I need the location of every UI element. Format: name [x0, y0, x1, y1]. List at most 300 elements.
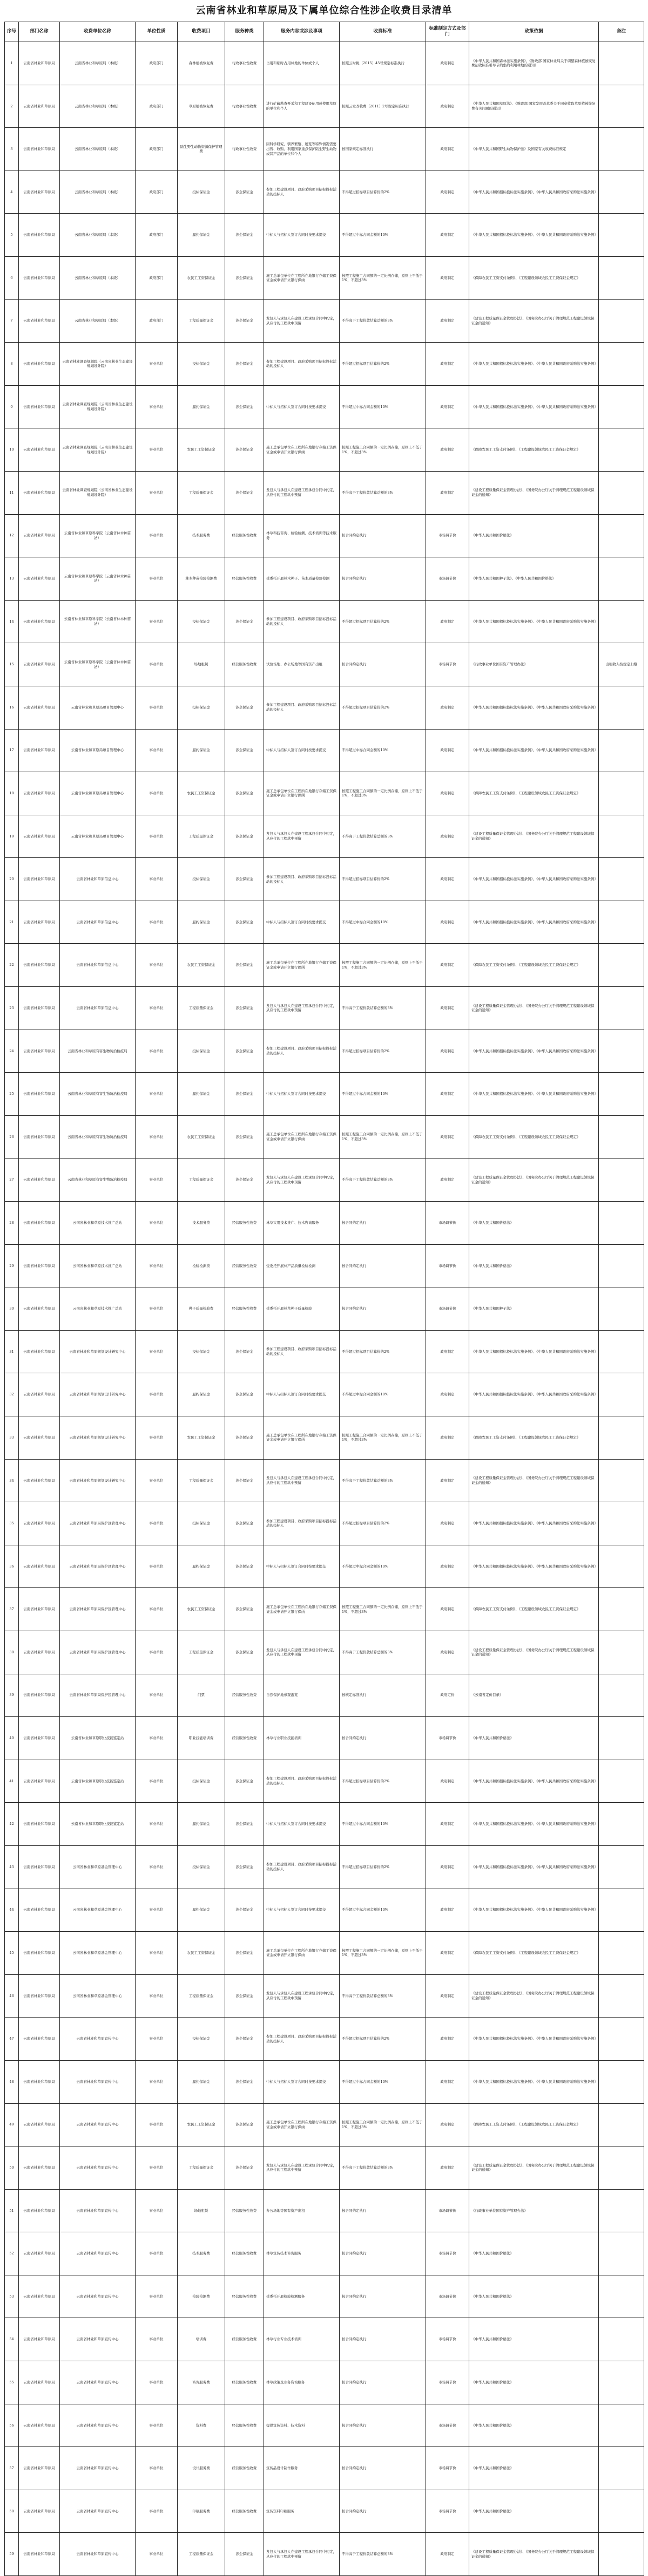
cell-note: [599, 1974, 644, 2018]
cell-unit: 云南省林业和草原局项目管理中心: [60, 772, 136, 815]
cell-no: 31: [5, 1330, 19, 1373]
header-nature: 单位性质: [136, 22, 178, 42]
cell-policy: 《中华人民共和国招标投标法实施条例》、《中华人民共和国政府采购法实施条例》: [469, 1502, 599, 1545]
cell-basis: 政府制定: [426, 944, 469, 987]
cell-item: 陆生野生动物资源保护管理费: [178, 128, 225, 171]
cell-policy: 《建设工程质量保证金管理办法》、《国务院办公厅关于清理规范工程建设领域保证金的通知》: [469, 987, 599, 1030]
cell-standard: 不得超过招标项目估算价的2%: [340, 1030, 426, 1073]
cell-unit: 云南省林业和草原宣传中心: [60, 2189, 136, 2232]
cell-unit: 云南省林业和草原宣传中心: [60, 2146, 136, 2190]
cell-unit: 云南省林业和草原局（本级）: [60, 128, 136, 171]
cell-dept: 云南省林业和草原局: [19, 128, 60, 171]
cell-no: 11: [5, 471, 19, 514]
cell-basis: 政府制定: [426, 1459, 469, 1502]
cell-no: 45: [5, 1932, 19, 1975]
cell-policy: 《中华人民共和国招标投标法实施条例》、《中华人民共和国政府采购法实施条例》: [469, 343, 599, 386]
cell-kind: 涉企保证金: [225, 1158, 264, 1202]
cell-dept: 云南省林业和草原局: [19, 1202, 60, 1245]
cell-policy: 《保障农民工工资支付条例》、《工程建设领域农民工工资保证金规定》: [469, 1932, 599, 1975]
table-row: [5, 1717, 644, 1760]
cell-unit: 云南省林业和草原有害生物防治检疫局: [60, 1158, 136, 1202]
cell-basis: 政府制定: [426, 1330, 469, 1373]
cell-content: 施工总承包单位在工程所在地银行存储工资保证金或申请开立银行保函: [264, 1115, 340, 1158]
cell-basis: 政府制定: [426, 428, 469, 472]
cell-note: [599, 2404, 644, 2447]
cell-kind: 经营服务性收费: [225, 1674, 264, 1717]
cell-note: [599, 858, 644, 901]
cell-unit: 云南省林业和草原宣传中心: [60, 2404, 136, 2447]
cell-note: [599, 1416, 644, 1460]
cell-policy: 《保障农民工工资支付条例》、《工程建设领域农民工工资保证金规定》: [469, 1416, 599, 1460]
cell-standard: 按照工程施工合同额的一定比例存储，原则上不低于1%，不超过3%: [340, 1932, 426, 1975]
cell-unit: 云南省林业调查规划院（云南省林业生态建设规划设计院）: [60, 428, 136, 472]
cell-policy: 《中华人民共和国招标投标法实施条例》、《中华人民共和国政府采购法实施条例》: [469, 214, 599, 257]
cell-dept: 云南省林业和草原局: [19, 1330, 60, 1373]
table-row: [5, 901, 644, 944]
cell-kind: 涉企保证金: [225, 428, 264, 472]
cell-standard: 按合同约定执行: [340, 2318, 426, 2361]
cell-unit: 云南省林业和草原科学院（云南省林木种苗站）: [60, 643, 136, 686]
cell-note: [599, 2361, 644, 2404]
table-row: [5, 944, 644, 987]
cell-unit: 云南省林业和草原基金管理中心: [60, 1974, 136, 2018]
table-row: [5, 214, 644, 257]
cell-no: 9: [5, 385, 19, 428]
cell-no: 30: [5, 1287, 19, 1331]
cell-no: 6: [5, 256, 19, 299]
cell-policy: 《中华人民共和国招标投标法实施条例》、《中华人民共和国政府采购法实施条例》: [469, 600, 599, 643]
cell-no: 59: [5, 2533, 19, 2576]
cell-kind: 涉企保证金: [225, 1845, 264, 1889]
cell-content: 施工总承包单位在工程所在地银行存储工资保证金或申请开立银行保函: [264, 256, 340, 299]
table-row: [5, 1588, 644, 1631]
cell-no: 44: [5, 1889, 19, 1932]
cell-kind: 涉企保证金: [225, 1330, 264, 1373]
cell-note: [599, 1330, 644, 1373]
cell-unit: 云南省林业和草原局项目管理中心: [60, 686, 136, 729]
cell-dept: 云南省林业和草原局: [19, 171, 60, 214]
cell-note: [599, 686, 644, 729]
cell-item: 履约保证金: [178, 901, 225, 944]
cell-unit: 云南省林业和草原技术推广总站: [60, 1287, 136, 1331]
table-row: [5, 1845, 644, 1889]
cell-dept: 云南省林业和草原局: [19, 772, 60, 815]
header-basis: 标准制定方式及部门: [426, 22, 469, 42]
cell-kind: 涉企保证金: [225, 1932, 264, 1975]
cell-policy: 《中华人民共和国种子法》、《中华人民共和国价格法》: [469, 557, 599, 601]
cell-note: [599, 772, 644, 815]
cell-note: [599, 2533, 644, 2576]
cell-basis: 政府制定: [426, 901, 469, 944]
cell-policy: 《中华人民共和国草原法》、《财政部 国家发展改革委关于同意收取草原植被恢复费有关问题的通知》: [469, 85, 599, 128]
cell-nature: 事业单位: [136, 815, 178, 858]
cell-kind: 经营服务性收费: [225, 2404, 264, 2447]
cell-dept: 云南省林业和草原局: [19, 944, 60, 987]
cell-policy: 《中华人民共和国价格法》: [469, 2490, 599, 2533]
cell-basis: 政府制定: [426, 471, 469, 514]
cell-basis: 市场调节价: [426, 2189, 469, 2232]
cell-kind: 涉企保证金: [225, 2146, 264, 2190]
cell-standard: 按合同约定执行: [340, 2447, 426, 2490]
document-page: [4, 0, 644, 2576]
cell-policy: 《保障农民工工资支付条例》、《工程建设领域农民工工资保证金规定》: [469, 256, 599, 299]
cell-kind: 涉企保证金: [225, 729, 264, 772]
cell-kind: 涉企保证金: [225, 1803, 264, 1846]
cell-kind: 涉企保证金: [225, 600, 264, 643]
cell-nature: 事业单位: [136, 1545, 178, 1588]
cell-unit: 云南省林业和草原规划设计研究中心: [60, 1373, 136, 1416]
cell-kind: 涉企保证金: [225, 1459, 264, 1502]
cell-dept: 云南省林业和草原局: [19, 214, 60, 257]
cell-nature: 事业单位: [136, 1030, 178, 1073]
cell-policy: 《中华人民共和国招标投标法实施条例》、《中华人民共和国政府采购法实施条例》: [469, 2018, 599, 2061]
cell-nature: 政府部门: [136, 128, 178, 171]
table-row: [5, 1158, 644, 1202]
cell-dept: 云南省林业和草原局: [19, 2060, 60, 2103]
cell-unit: 云南省林业和草原局保护区管理中心: [60, 1545, 136, 1588]
cell-item: 投标保证金: [178, 858, 225, 901]
cell-no: 16: [5, 686, 19, 729]
header-unit: 收费单位名称: [60, 22, 136, 42]
cell-kind: 经营服务性收费: [225, 1244, 264, 1287]
cell-policy: 《中华人民共和国招标投标法实施条例》、《中华人民共和国政府采购法实施条例》: [469, 858, 599, 901]
cell-note: [599, 42, 644, 85]
table-row: [5, 2447, 644, 2490]
cell-policy: 《中华人民共和国价格法》: [469, 2232, 599, 2275]
cell-basis: 市场调节价: [426, 2232, 469, 2275]
table-row: [5, 343, 644, 386]
table-row: [5, 2490, 644, 2533]
cell-kind: 经营服务性收费: [225, 2447, 264, 2490]
cell-policy: 《中华人民共和国招标投标法实施条例》、《中华人民共和国政府采购法实施条例》: [469, 1373, 599, 1416]
cell-nature: 事业单位: [136, 1803, 178, 1846]
cell-dept: 云南省林业和草原局: [19, 1760, 60, 1803]
document-title: 云南省林业和草原局及下属单位综合性涉企收费目录清单: [195, 5, 453, 16]
cell-policy: 《中华人民共和国招标投标法实施条例》、《中华人民共和国政府采购法实施条例》: [469, 1760, 599, 1803]
cell-dept: 云南省林业和草原局: [19, 1373, 60, 1416]
cell-no: 25: [5, 1073, 19, 1116]
cell-policy: 《建设工程质量保证金管理办法》、《国务院办公厅关于清理规范工程建设领域保证金的通知》: [469, 1158, 599, 1202]
cell-policy: 《保障农民工工资支付条例》、《工程建设领域农民工工资保证金规定》: [469, 428, 599, 472]
cell-item: 农民工工资保证金: [178, 1115, 225, 1158]
table-row: [5, 2018, 644, 2061]
cell-unit: 云南省林业和草原职业技能鉴定站: [60, 1803, 136, 1846]
cell-standard: 按照云发改收费〔2011〕2号规定标准执行: [340, 85, 426, 128]
cell-content: 进行矿藏勘查开采和工程建设征用或使用草原的单位和个人: [264, 85, 340, 128]
table-row: [5, 171, 644, 214]
cell-content: 中标人与招标人签订合同时按要求提交: [264, 901, 340, 944]
cell-nature: 事业单位: [136, 2146, 178, 2190]
cell-no: 17: [5, 729, 19, 772]
cell-nature: 事业单位: [136, 2103, 178, 2146]
cell-basis: 政府制定: [426, 128, 469, 171]
cell-content: 施工总承包单位在工程所在地银行存储工资保证金或申请开立银行保函: [264, 428, 340, 472]
cell-kind: 涉企保证金: [225, 772, 264, 815]
cell-note: [599, 2490, 644, 2533]
cell-note: [599, 214, 644, 257]
cell-standard: 按合同约定执行: [340, 1717, 426, 1760]
cell-content: 参加工程建设项目、政府采购项目招标投标活动的投标人: [264, 1330, 340, 1373]
cell-nature: 事业单位: [136, 2060, 178, 2103]
cell-note: [599, 171, 644, 214]
cell-nature: 政府部门: [136, 85, 178, 128]
cell-item: 投标保证金: [178, 343, 225, 386]
cell-nature: 事业单位: [136, 1760, 178, 1803]
cell-content: 施工总承包单位在工程所在地银行存储工资保证金或申请开立银行保函: [264, 1588, 340, 1631]
cell-basis: 政府制定: [426, 1115, 469, 1158]
cell-standard: 按照工程施工合同额的一定比例存储，原则上不低于1%，不超过3%: [340, 1416, 426, 1460]
cell-unit: 云南省林业和草原局项目管理中心: [60, 815, 136, 858]
table-row: [5, 1974, 644, 2018]
cell-content: 林草政策及业务咨询服务: [264, 2361, 340, 2404]
cell-item: 林木种苗检验检测费: [178, 557, 225, 601]
cell-standard: 不得超过中标合同金额的10%: [340, 1073, 426, 1116]
cell-dept: 云南省林业和草原局: [19, 1588, 60, 1631]
cell-policy: 《中华人民共和国招标投标法实施条例》、《中华人民共和国政府采购法实施条例》: [469, 1030, 599, 1073]
cell-dept: 云南省林业和草原局: [19, 2232, 60, 2275]
cell-unit: 云南省林业和草原宣传中心: [60, 2275, 136, 2318]
cell-basis: 市场调节价: [426, 2275, 469, 2318]
cell-no: 13: [5, 557, 19, 601]
cell-content: 中标人与招标人签订合同时按要求提交: [264, 385, 340, 428]
cell-policy: 《中华人民共和国野生动物保护法》及国家有关收费标准规定: [469, 128, 599, 171]
cell-policy: 《中华人民共和国招标投标法实施条例》、《中华人民共和国政府采购法实施条例》: [469, 2060, 599, 2103]
cell-unit: 云南省林业和草原技术推广总站: [60, 1244, 136, 1287]
cell-dept: 云南省林业和草原局: [19, 1073, 60, 1116]
cell-basis: 政府制定: [426, 729, 469, 772]
cell-content: 中标人与招标人签订合同时按要求提交: [264, 1073, 340, 1116]
cell-nature: 事业单位: [136, 1717, 178, 1760]
cell-note: [599, 1287, 644, 1331]
cell-kind: 涉企保证金: [225, 858, 264, 901]
cell-no: 3: [5, 128, 19, 171]
header-note: 备注: [599, 22, 644, 42]
table-row: [5, 858, 644, 901]
cell-no: 53: [5, 2275, 19, 2318]
cell-item: 履约保证金: [178, 1373, 225, 1416]
cell-nature: 事业单位: [136, 1588, 178, 1631]
cell-item: 种子质量检验费: [178, 1287, 225, 1331]
cell-nature: 事业单位: [136, 729, 178, 772]
cell-standard: 按照工程施工合同额的一定比例存储，原则上不低于1%，不超过3%: [340, 772, 426, 815]
cell-nature: 事业单位: [136, 1674, 178, 1717]
cell-note: [599, 1158, 644, 1202]
cell-content: 中标人与招标人签订合同时按要求提交: [264, 2060, 340, 2103]
cell-basis: 政府制定: [426, 686, 469, 729]
cell-no: 52: [5, 2232, 19, 2275]
cell-standard: 不得超过招标项目估算价的2%: [340, 600, 426, 643]
cell-no: 50: [5, 2146, 19, 2190]
cell-policy: 《中华人民共和国招标投标法实施条例》、《中华人民共和国政府采购法实施条例》: [469, 1545, 599, 1588]
cell-no: 7: [5, 299, 19, 343]
cell-no: 23: [5, 987, 19, 1030]
cell-kind: 行政事业性收费: [225, 128, 264, 171]
cell-content: 发包人与承包人在建设工程承包合同中约定，从应付的工程款中预留: [264, 2146, 340, 2190]
cell-kind: 涉企保证金: [225, 2060, 264, 2103]
cell-nature: 事业单位: [136, 2490, 178, 2533]
cell-nature: 事业单位: [136, 1889, 178, 1932]
cell-no: 27: [5, 1158, 19, 1202]
cell-basis: 市场调节价: [426, 1717, 469, 1760]
cell-note: [599, 1502, 644, 1545]
cell-dept: 云南省林业和草原局: [19, 1287, 60, 1331]
cell-item: 农民工工资保证金: [178, 428, 225, 472]
cell-no: 19: [5, 815, 19, 858]
cell-basis: 政府制定: [426, 1373, 469, 1416]
cell-dept: 云南省林业和草原局: [19, 2318, 60, 2361]
cell-note: [599, 1889, 644, 1932]
cell-no: 34: [5, 1459, 19, 1502]
cell-note: [599, 815, 644, 858]
cell-unit: 云南省林业调查规划院（云南省林业生态建设规划设计院）: [60, 343, 136, 386]
cell-note: [599, 2189, 644, 2232]
cell-dept: 云南省林业和草原局: [19, 2533, 60, 2576]
table-row: [5, 686, 644, 729]
cell-basis: 政府制定: [426, 85, 469, 128]
cell-note: [599, 256, 644, 299]
cell-kind: 经营服务性收费: [225, 2189, 264, 2232]
cell-kind: 经营服务性收费: [225, 1287, 264, 1331]
cell-standard: 不得高于工程价款结算总额的3%: [340, 2533, 426, 2576]
cell-no: 2: [5, 85, 19, 128]
cell-standard: 不得超过招标项目估算价的2%: [340, 343, 426, 386]
cell-policy: 《云南省定价目录》: [469, 1674, 599, 1717]
table-row: [5, 2318, 644, 2361]
cell-note: [599, 1717, 644, 1760]
cell-kind: 经营服务性收费: [225, 514, 264, 557]
cell-standard: 不得高于工程价款结算总额的3%: [340, 815, 426, 858]
cell-basis: 政府制定: [426, 42, 469, 85]
cell-basis: 政府制定: [426, 1803, 469, 1846]
cell-nature: 政府部门: [136, 171, 178, 214]
cell-nature: 事业单位: [136, 1073, 178, 1116]
cell-kind: 涉企保证金: [225, 1545, 264, 1588]
cell-basis: 政府制定: [426, 600, 469, 643]
cell-standard: 不得高于工程价款结算总额的3%: [340, 987, 426, 1030]
cell-dept: 云南省林业和草原局: [19, 1803, 60, 1846]
cell-item: 技术服务费: [178, 1202, 225, 1245]
table-row: [5, 514, 644, 557]
cell-nature: 事业单位: [136, 471, 178, 514]
cell-item: 技术服务费: [178, 2232, 225, 2275]
cell-content: 发包人与承包人在建设工程承包合同中约定，从应付的工程款中预留: [264, 299, 340, 343]
cell-dept: 云南省林业和草原局: [19, 1158, 60, 1202]
cell-content: 占用和临时占用林地的单位或个人: [264, 42, 340, 85]
cell-content: 参加工程建设项目、政府采购项目招标投标活动的投标人: [264, 2018, 340, 2061]
cell-no: 51: [5, 2189, 19, 2232]
cell-note: [599, 1202, 644, 1245]
table-row: [5, 729, 644, 772]
cell-policy: 《中华人民共和国价格法》: [469, 2404, 599, 2447]
cell-content: 参加工程建设项目、政府采购项目招标投标活动的投标人: [264, 1030, 340, 1073]
cell-unit: 云南省林业和草原局保护区管理中心: [60, 1674, 136, 1717]
cell-dept: 云南省林业和草原局: [19, 643, 60, 686]
cell-no: 42: [5, 1803, 19, 1846]
table-row: [5, 1803, 644, 1846]
cell-dept: 云南省林业和草原局: [19, 858, 60, 901]
cell-note: [599, 944, 644, 987]
cell-kind: 涉企保证金: [225, 256, 264, 299]
fee-catalog-table: [4, 22, 644, 2576]
cell-kind: 涉企保证金: [225, 214, 264, 257]
cell-content: 发包人与承包人在建设工程承包合同中约定，从应付的工程款中预留: [264, 1158, 340, 1202]
cell-policy: 《中华人民共和国招标投标法实施条例》、《中华人民共和国政府采购法实施条例》: [469, 1330, 599, 1373]
cell-dept: 云南省林业和草原局: [19, 2018, 60, 2061]
cell-content: 施工总承包单位在工程所在地银行存储工资保证金或申请开立银行保函: [264, 944, 340, 987]
cell-item: 农民工工资保证金: [178, 1932, 225, 1975]
cell-content: 中标人与招标人签订合同时按要求提交: [264, 214, 340, 257]
cell-note: [599, 1459, 644, 1502]
cell-kind: 经营服务性收费: [225, 2490, 264, 2533]
cell-kind: 涉企保证金: [225, 385, 264, 428]
cell-unit: 云南省林业和草原基金管理中心: [60, 1932, 136, 1975]
cell-content: 试验场地、办公场地等国有资产出租: [264, 643, 340, 686]
cell-dept: 云南省林业和草原局: [19, 2146, 60, 2190]
cell-dept: 云南省林业和草原局: [19, 901, 60, 944]
cell-no: 36: [5, 1545, 19, 1588]
cell-content: 因科学研究、驯养繁殖、展览等特殊情况需要出售、收购、利用国家重点保护陆生野生动物或其产品的单位和个人: [264, 128, 340, 171]
cell-standard: 按照工程施工合同额的一定比例存储，原则上不低于1%，不超过3%: [340, 256, 426, 299]
cell-basis: 政府制定: [426, 299, 469, 343]
cell-basis: 市场调节价: [426, 643, 469, 686]
cell-kind: 经营服务性收费: [225, 557, 264, 601]
cell-content: 林草行业职业技能培训: [264, 1717, 340, 1760]
table-row: [5, 2275, 644, 2318]
cell-nature: 事业单位: [136, 514, 178, 557]
cell-standard: 按合同约定执行: [340, 2189, 426, 2232]
table-row: [5, 600, 644, 643]
cell-basis: 政府制定: [426, 987, 469, 1030]
cell-content: 发包人与承包人在建设工程承包合同中约定，从应付的工程款中预留: [264, 1459, 340, 1502]
cell-unit: 云南省林业调查规划院（云南省林业生态建设规划设计院）: [60, 471, 136, 514]
cell-standard: 不得超过中标合同金额的10%: [340, 729, 426, 772]
cell-kind: 经营服务性收费: [225, 643, 264, 686]
cell-content: 参加工程建设项目、政府采购项目招标投标活动的投标人: [264, 171, 340, 214]
cell-no: 40: [5, 1717, 19, 1760]
cell-standard: 按核定标准执行: [340, 1674, 426, 1717]
table-row: [5, 1545, 644, 1588]
cell-policy: 《中华人民共和国招标投标法实施条例》、《中华人民共和国政府采购法实施条例》: [469, 686, 599, 729]
cell-policy: 《建设工程质量保证金管理办法》、《国务院办公厅关于清理规范工程建设领域保证金的通知》: [469, 299, 599, 343]
cell-content: 办公场地等国有资产出租: [264, 2189, 340, 2232]
cell-item: 投标保证金: [178, 1502, 225, 1545]
cell-basis: 政府定价: [426, 1674, 469, 1717]
cell-unit: 云南省林业和草原局项目管理中心: [60, 729, 136, 772]
cell-unit: 云南省林业和草原信息中心: [60, 987, 136, 1030]
cell-policy: 《保障农民工工资支付条例》、《工程建设领域农民工工资保证金规定》: [469, 1115, 599, 1158]
cell-no: 5: [5, 214, 19, 257]
cell-unit: 云南省林业和草原局（本级）: [60, 256, 136, 299]
cell-kind: 涉企保证金: [225, 1073, 264, 1116]
cell-policy: 《中华人民共和国价格法》: [469, 2447, 599, 2490]
cell-standard: 不得超过中标合同金额的10%: [340, 2060, 426, 2103]
cell-content: 参加工程建设项目、政府采购项目招标投标活动的投标人: [264, 600, 340, 643]
cell-unit: 云南省林业和草原规划设计研究中心: [60, 1459, 136, 1502]
cell-unit: 云南省林业和草原信息中心: [60, 858, 136, 901]
cell-content: 参加工程建设项目、政府采购项目招标投标活动的投标人: [264, 1760, 340, 1803]
cell-item: 工程质量保证金: [178, 1631, 225, 1674]
cell-standard: 按照工程施工合同额的一定比例存储，原则上不低于1%，不超过3%: [340, 944, 426, 987]
cell-policy: 《建设工程质量保证金管理办法》、《国务院办公厅关于清理规范工程建设领域保证金的通知》: [469, 2533, 599, 2576]
cell-basis: 政府制定: [426, 1631, 469, 1674]
table-row: [5, 256, 644, 299]
cell-unit: 云南省林业和草原宣传中心: [60, 2318, 136, 2361]
cell-content: 参加工程建设项目、政府采购项目招标投标活动的投标人: [264, 686, 340, 729]
cell-standard: 不得高于工程价款结算总额的3%: [340, 1158, 426, 1202]
cell-kind: 涉企保证金: [225, 299, 264, 343]
cell-item: 工程质量保证金: [178, 815, 225, 858]
cell-policy: 《建设工程质量保证金管理办法》、《国务院办公厅关于清理规范工程建设领域保证金的通知》: [469, 1631, 599, 1674]
